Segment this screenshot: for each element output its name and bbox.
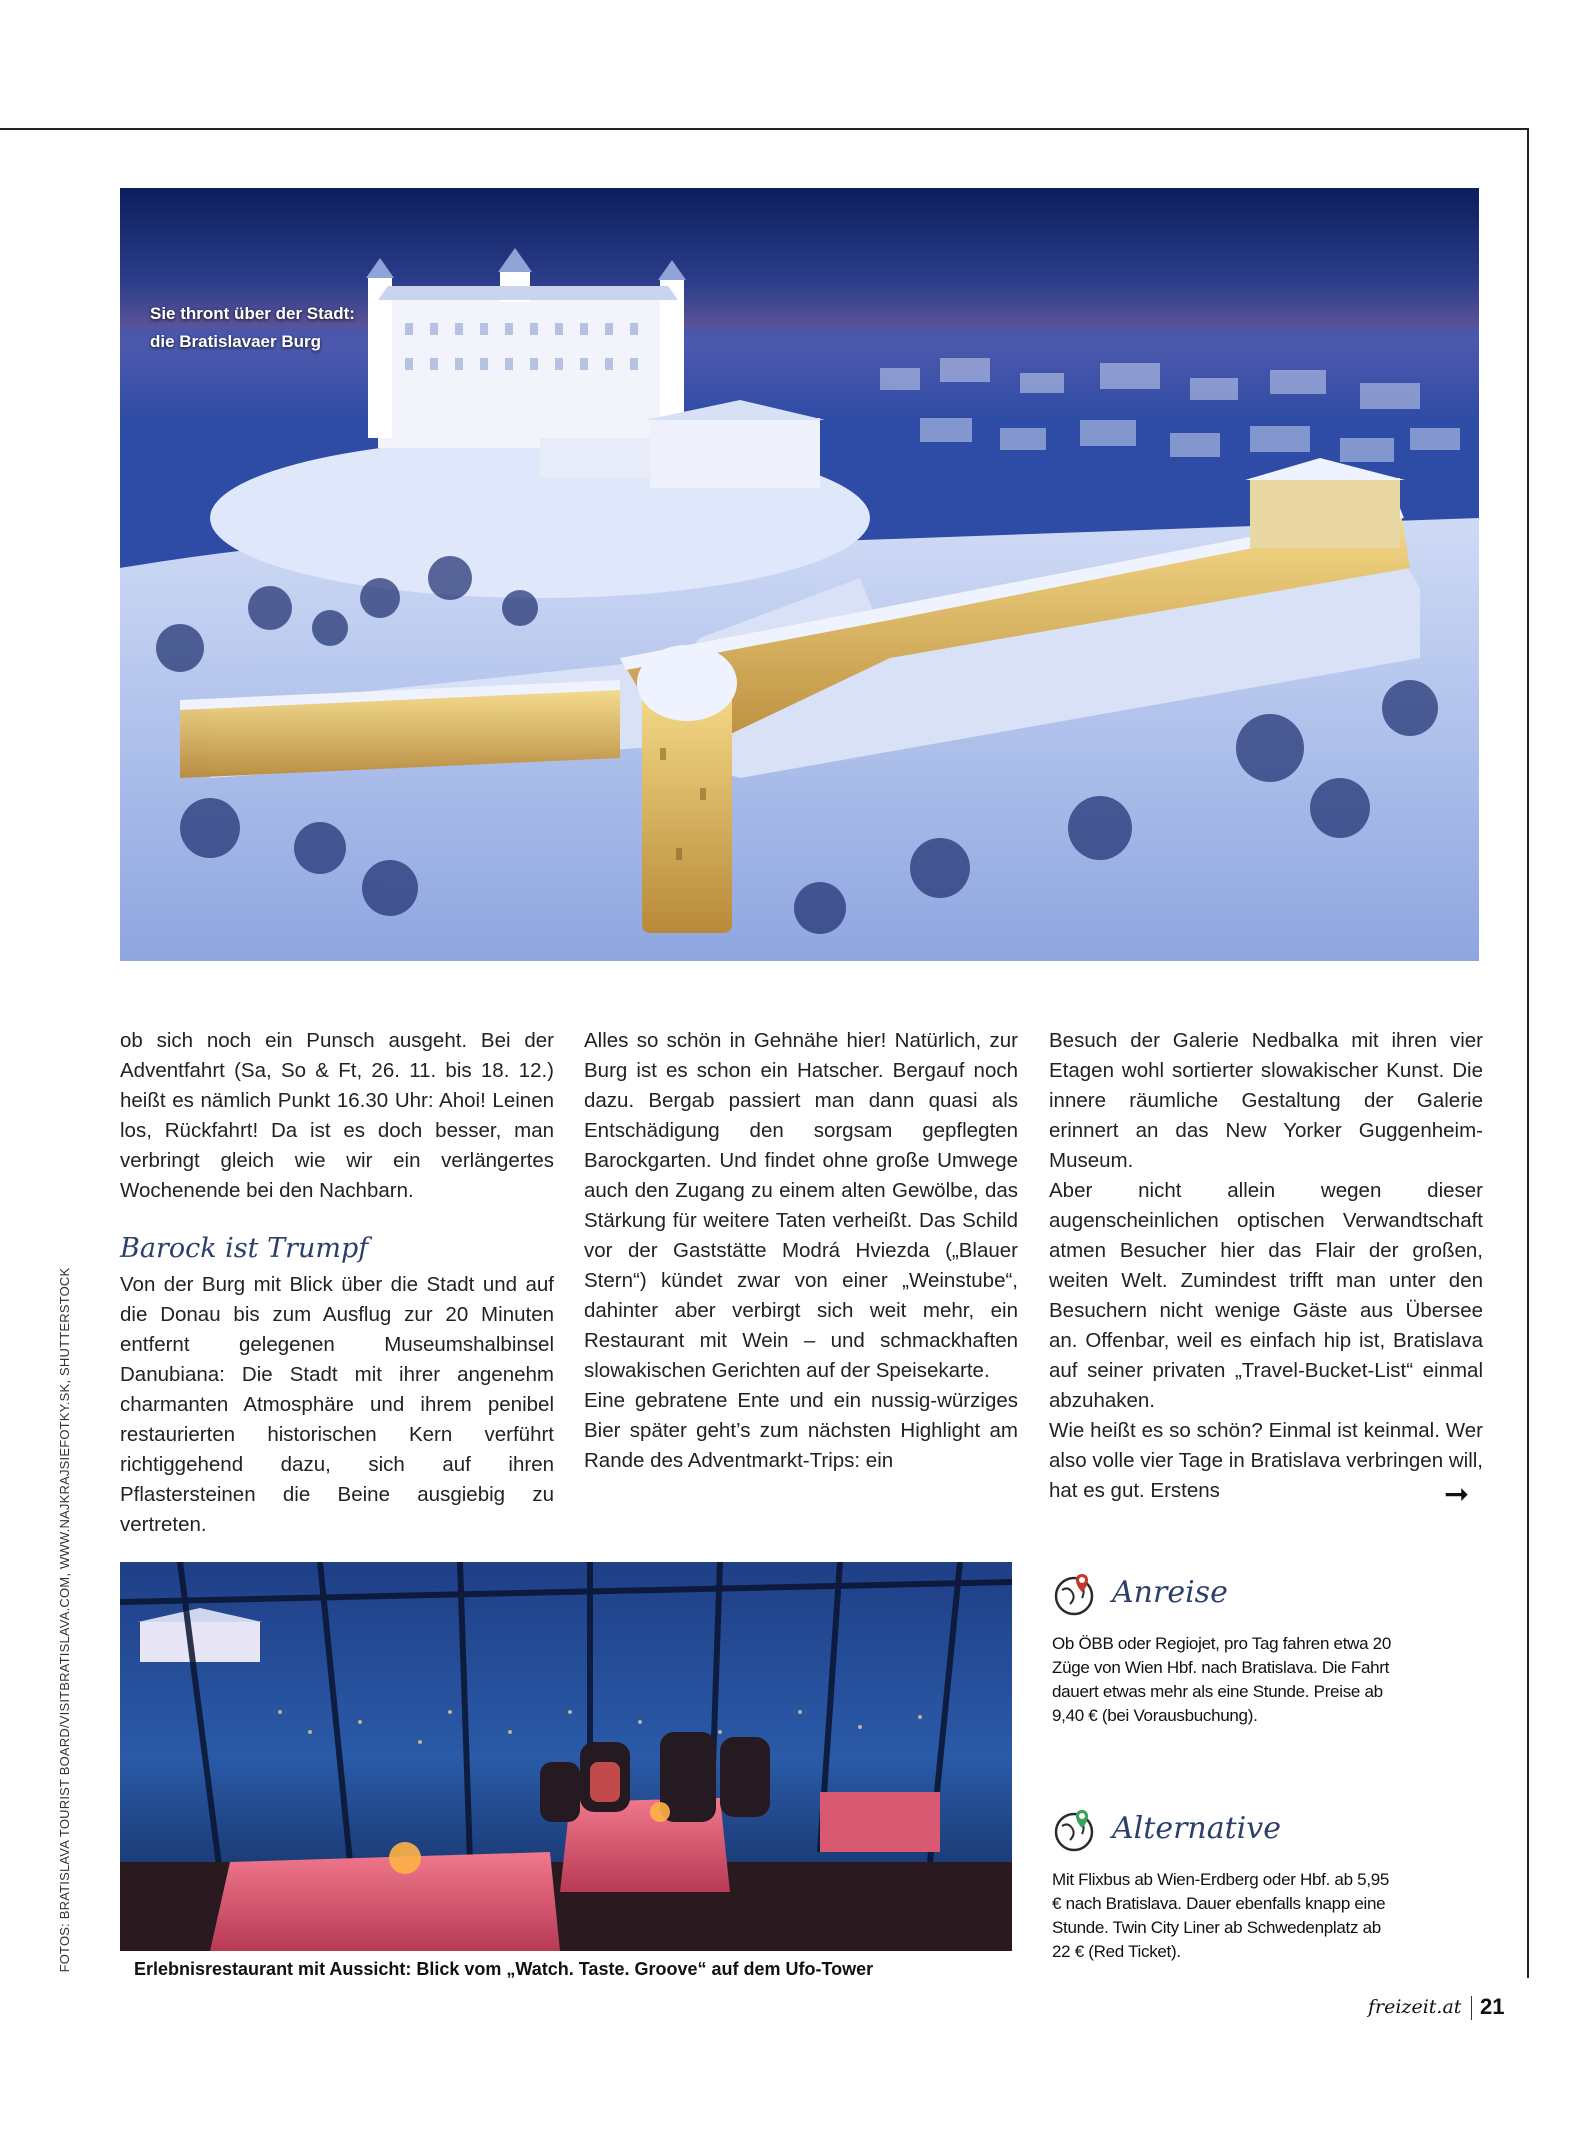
paragraph: Eine gebratene Ente und ein nussig-würziges Bier später geht’s zum nächsten Highlight am Rande des Adventmarkt-Trips: ein	[584, 1389, 1018, 1472]
globe-pin-icon	[1052, 1806, 1100, 1854]
castle-photo-caption: Sie thront über der Stadt: die Bratislavaer Burg	[150, 304, 355, 351]
paragraph: Wie heißt es so schön? Einmal ist keinmal. Wer also volle vier Tage in Bratislava verbringen will, hat es gut. Erstens	[1049, 1419, 1483, 1502]
footer-separator	[1471, 1996, 1472, 2020]
restaurant-photo	[120, 1562, 1012, 1951]
photo-credits-wrapper	[50, 1240, 80, 2000]
anreise-box	[1052, 1570, 1392, 1728]
restaurant-photo-caption: Erlebnisrestaurant mit Aussicht: Blick vom „Watch. Taste. Groove“ auf dem Ufo-Tower	[134, 1959, 874, 1979]
article-column-1	[120, 1026, 554, 1540]
page-frame-right	[1527, 128, 1529, 1978]
anreise-title: Anreise	[1112, 1575, 1228, 1610]
footer-brand: freizeit.at	[1368, 1996, 1462, 2018]
alternative-box	[1052, 1806, 1392, 1964]
continue-arrow-icon: ➞	[1444, 1478, 1470, 1511]
article-column-2	[584, 1026, 1018, 1476]
photo-credits: FOTOS: BRATISLAVA TOURIST BOARD/VISITBRATISLAVA.COM, WWW.NAJKRAJSIEFOTKY.SK, SHUTTERSTOCK	[57, 1267, 72, 1973]
anreise-text: Ob ÖBB oder Regiojet, pro Tag fahren etwa 20 Züge von Wien Hbf. nach Bratislava. Die Fahrt dauert etwas mehr als eine Stunde. Preise ab 9,40 € (bei Vorausbuchung).	[1052, 1634, 1391, 1725]
paragraph: Aber nicht allein wegen dieser augenscheinlichen optischen Verwandtschaft atmen Besucher hier das Flair der großen, weiten Welt. Zumindest trifft man unter den Besuchern nicht wenige Gäste aus Übersee an. Offenbar, weil es einfach hip ist, Bratislava auf seiner privaten „Travel-Bucket-List“ einmal abzuhaken.	[1049, 1179, 1483, 1412]
paragraph: ob sich noch ein Punsch ausgeht. Bei der Adventfahrt (Sa, So & Ft, 26. 11. bis 18. 12.) heißt es nämlich Punkt 16.30 Uhr: Ahoi! Leinen los, Rückfahrt! Da ist es doch besser, man verbringt gleich wie wir ein verlängertes Wochenende bei den Nachbarn.	[120, 1029, 554, 1202]
page-number: 21	[1480, 1994, 1505, 2019]
paragraph: Von der Burg mit Blick über die Stadt und auf die Donau bis zum Ausflug zur 20 Minuten entfernt gelegenen Museumshalbinsel Danubiana: Die Stadt mit ihrer angenehm charmanten Atmosphäre und ihrem penibel restaurierten historischen Kern verführt richtiggehend dazu, sich auf ihren Pflastersteinen die Beine ausgiebig zu vertreten.	[120, 1273, 554, 1536]
page-frame-top	[0, 128, 1529, 130]
paragraph: Besuch der Galerie Nedbalka mit ihren vier Etagen wohl sortierter slowakischer Kunst. Die innere räumliche Gestaltung der Galerie erinnert an das New Yorker Guggenheim-Museum.	[1049, 1029, 1483, 1172]
article-column-3	[1049, 1026, 1483, 1506]
paragraph: Alles so schön in Gehnähe hier! Natürlich, zur Burg ist es schon ein Hatscher. Bergauf noch dazu. Bergab passiert man dann quasi als Entschädigung den sorgsam gepflegten Barockgarten. Und findet ohne große Umwege auch den Zugang zu einem alten Gewölbe, das Stärkung für weitere Taten verheißt. Das Schild vor der Gaststätte Modrá Hviezda („Blauer Stern“) kündet zwar von einer „Weinstube“, dahinter aber verbirgt sich weit mehr, ein Restaurant mit Wein – und schmackhaften slowakischen Gerichten auf der Speisekarte.	[584, 1029, 1018, 1382]
alternative-title: Alternative	[1112, 1811, 1281, 1846]
subheading: Barock ist Trumpf	[120, 1233, 369, 1264]
alternative-text: Mit Flixbus ab Wien-Erdberg oder Hbf. ab 5,95 € nach Bratislava. Dauer ebenfalls knapp eine Stunde. Twin City Liner ab Schwedenplatz ab 22 € (Red Ticket).	[1052, 1870, 1390, 1961]
globe-pin-icon	[1052, 1570, 1100, 1618]
